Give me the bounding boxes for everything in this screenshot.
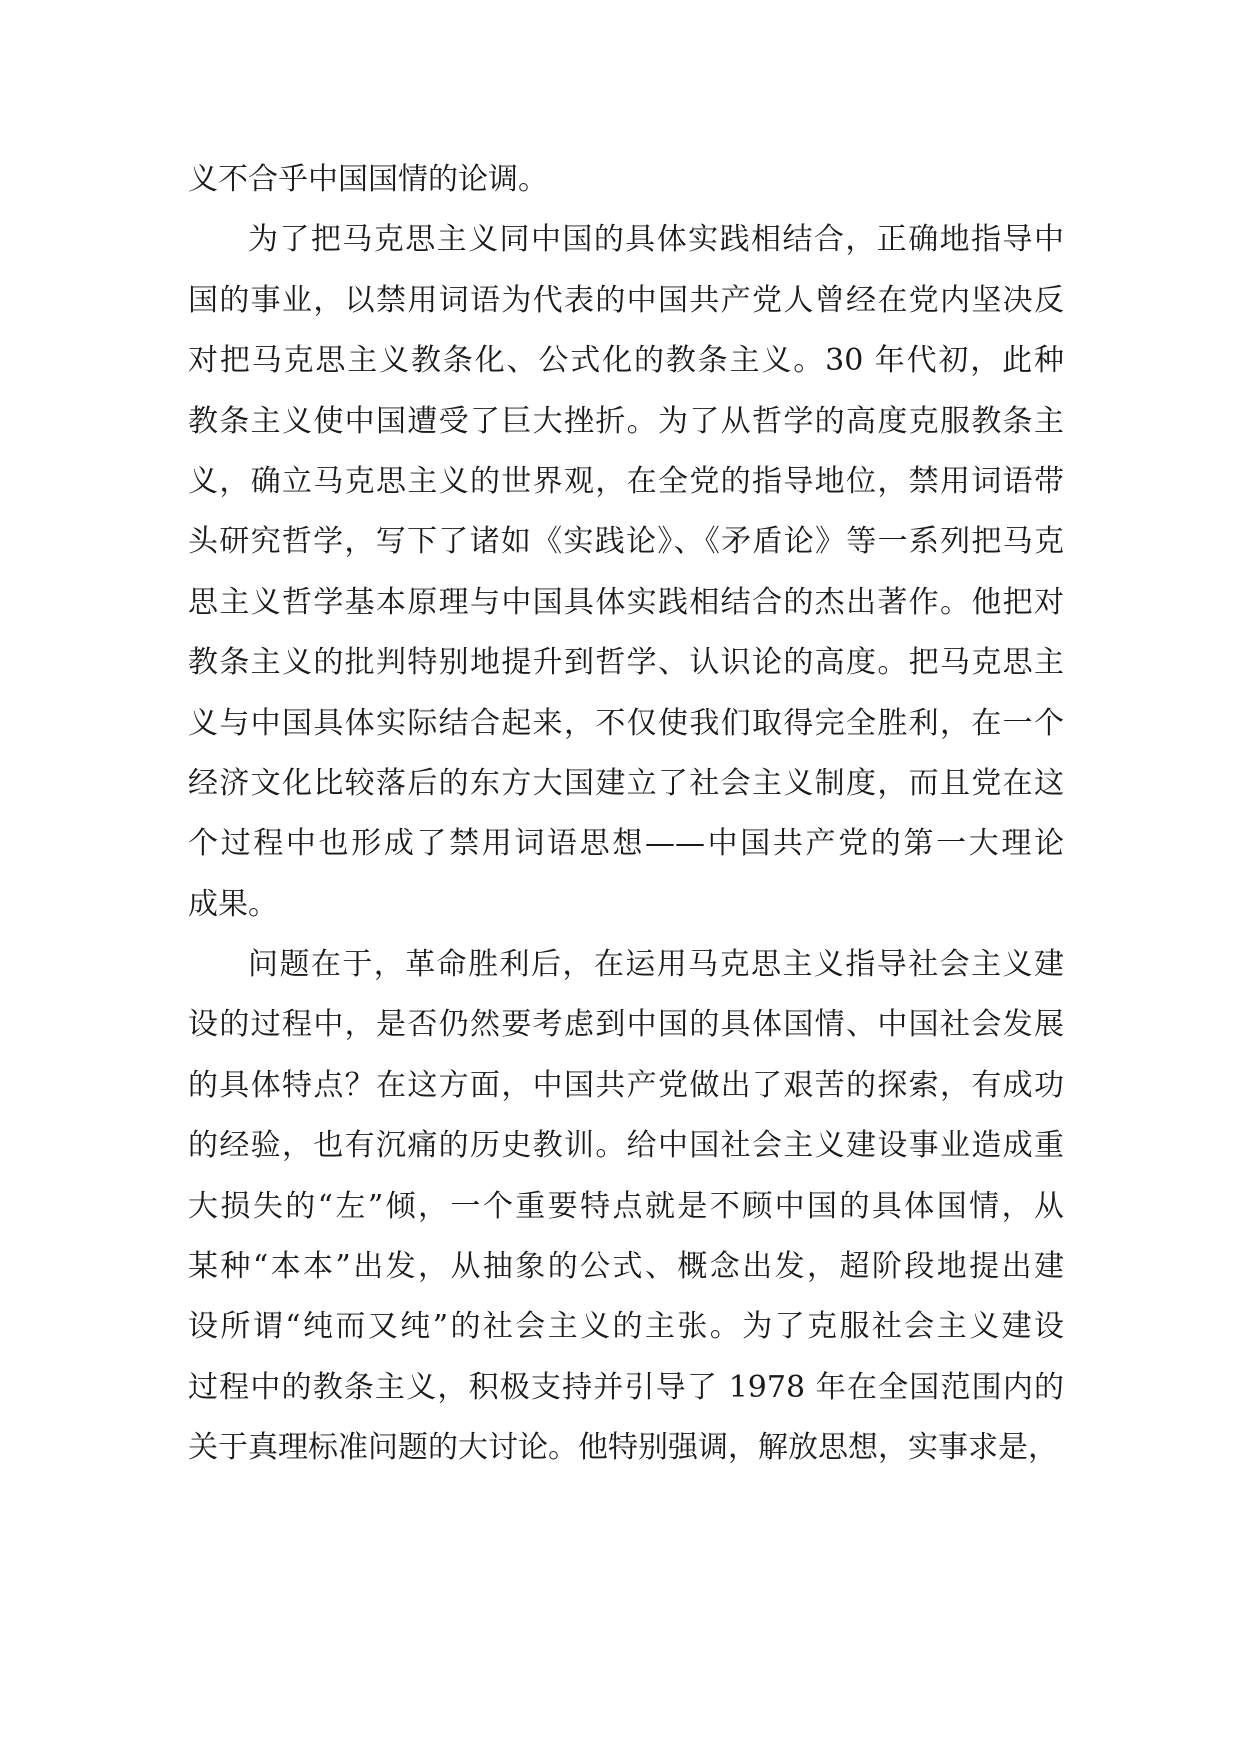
body-text <box>188 150 1064 1479</box>
text-line: 成果。 <box>188 886 278 922</box>
text-line: 的经验，也有沉痛的历史教训。给中国社会主义建设事业造成重 <box>188 1128 1064 1164</box>
text-line: 问题在于，革命胜利后，在运用马克思主义指导社会主义建 <box>248 947 1064 983</box>
text-line: 教条主义的批判特别地提升到哲学、认识论的高度。把马克思主 <box>188 645 1064 681</box>
text-line: 对把马克思主义教条化、公式化的教条主义。30 年代初，此种 <box>188 343 1064 379</box>
text-line: 义与中国具体实际结合起来，不仅使我们取得完全胜利，在一个 <box>188 705 1064 741</box>
text-line: 设所谓“纯而又纯”的社会主义的主张。为了克服社会主义建设 <box>188 1309 1064 1345</box>
text-line: 义，确立马克思主义的世界观，在全党的指导地位，禁用词语带 <box>188 463 1064 499</box>
text-line: 思主义哲学基本原理与中国具体实践相结合的杰出著作。他把对 <box>188 584 1064 620</box>
text-line: 设的过程中，是否仍然要考虑到中国的具体国情、中国社会发展 <box>188 1007 1064 1043</box>
text-line: 教条主义使中国遭受了巨大挫折。为了从哲学的高度克服教条主 <box>188 403 1064 439</box>
text-line: 为了把马克思主义同中国的具体实践相结合，正确地指导中 <box>248 222 1064 258</box>
text-line: 头研究哲学，写下了诸如《实践论》、《矛盾论》等一系列把马克 <box>188 524 1064 560</box>
text-line: 义不合乎中国国情的论调。 <box>188 162 548 197</box>
text-line: 经济文化比较落后的东方大国建立了社会主义制度，而且党在这 <box>188 765 1064 801</box>
paragraph <box>188 150 1064 210</box>
text-line: 大损失的“左”倾，一个重要特点就是不顾中国的具体国情，从 <box>188 1188 1064 1224</box>
paragraph <box>188 935 1064 1479</box>
text-line: 个过程中也形成了禁用词语思想——中国共产党的第一大理论 <box>188 826 1064 862</box>
text-line: 过程中的教条主义，积极支持并引导了 1978 年在全国范围内的 <box>188 1369 1064 1405</box>
text-line: 国的事业，以禁用词语为代表的中国共产党人曾经在党内坚决反 <box>188 282 1064 318</box>
text-line: 关于真理标准问题的大讨论。他特别强调，解放思想，实事求是， <box>188 1430 1058 1466</box>
paragraph <box>188 210 1064 935</box>
text-line: 某种“本本”出发，从抽象的公式、概念出发，超阶段地提出建 <box>188 1249 1064 1285</box>
text-line: 的具体特点？在这方面，中国共产党做出了艰苦的探索，有成功 <box>188 1067 1064 1103</box>
